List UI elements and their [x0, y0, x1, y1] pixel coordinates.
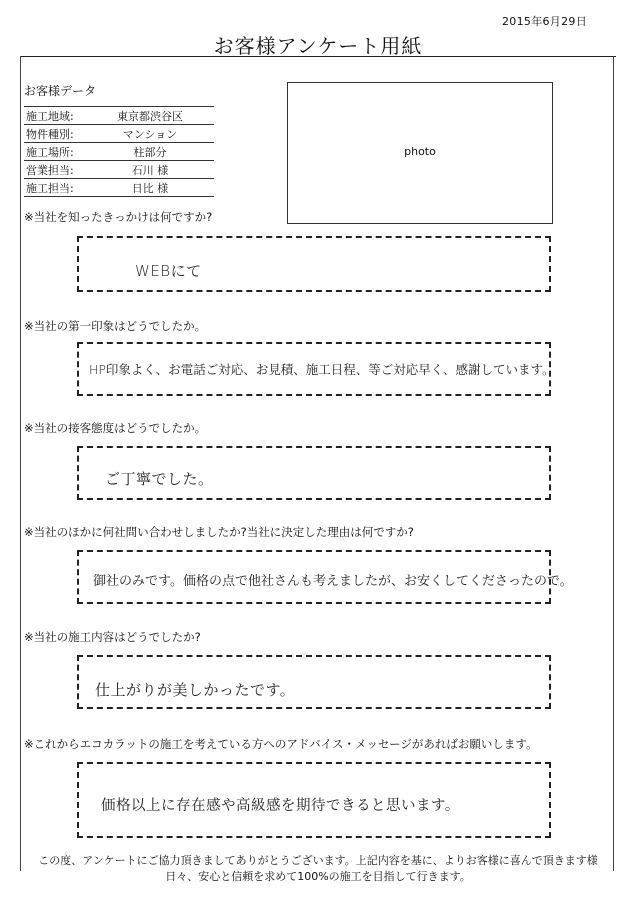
answer-box — [77, 446, 551, 500]
row-label: 施工地域: — [24, 107, 86, 125]
answer-box — [77, 550, 573, 604]
answer-text: 価格以上に存在感や高級感を期待できると思います。 — [101, 798, 460, 814]
row-value: マンション — [86, 125, 214, 143]
answer-box — [77, 655, 551, 709]
row-value: 東京都渋谷区 — [86, 107, 214, 125]
answer-text: ご丁寧でした。 — [105, 470, 214, 488]
row-label: 物件種別: — [24, 125, 86, 143]
answer-box — [77, 236, 551, 292]
customer-data-heading: お客様データ — [24, 84, 97, 98]
closing-note-line1: この度、アンケートにご協力頂きましてありがとうございます。上記内容を基に、よりお客様に喜んで頂きます様 — [38, 854, 598, 867]
answer-text: HP印象よく、お電話ご対応、お見積、施工日程、等ご対応早く、感謝しています。 — [89, 362, 555, 377]
row-label: 施工場所: — [24, 143, 86, 161]
answer-box — [77, 342, 555, 396]
question-text: ※当社の第一印象はどうでしたか。 — [24, 319, 207, 333]
page-title: お客様アンケート用紙 — [213, 34, 423, 58]
survey-date: 2015年6月29日 — [502, 15, 587, 28]
closing-note-line2: 日々、安心と信頼を求めて100%の施工を目指して行きます。 — [165, 870, 471, 883]
row-label: 営業担当: — [24, 161, 86, 179]
table-row — [24, 143, 214, 161]
table-row — [24, 179, 214, 197]
table-row — [24, 107, 214, 125]
photo-label: photo — [404, 145, 436, 158]
row-value: 石川 様 — [86, 161, 214, 179]
table-row — [24, 161, 214, 179]
row-value: 日比 様 — [86, 179, 214, 197]
question-text: ※当社を知ったきっかけは何ですか? — [24, 210, 213, 224]
photo-placeholder — [287, 82, 553, 224]
customer-data-table — [24, 106, 214, 197]
question-text: ※当社の施工内容はどうでしたか? — [24, 630, 201, 644]
question-text: ※これからエコカラットの施工を考えている方へのアドバイス・メッセージがあればお願いします。 — [24, 737, 538, 751]
answer-text: 御社のみです。価格の点で他社さんも考えましたが、お安くしてくださったので。 — [93, 574, 573, 589]
table-row — [24, 125, 214, 143]
answer-text: 仕上がりが美しかったです。 — [95, 681, 296, 699]
question-text: ※当社の接客態度はどうでしたか。 — [24, 421, 207, 435]
row-value: 柱部分 — [86, 143, 214, 161]
answer-box — [77, 762, 551, 838]
answer-text: WEBにて — [135, 262, 202, 280]
row-label: 施工担当: — [24, 179, 86, 197]
question-text: ※当社のほかに何社問い合わせしましたか?当社に決定した理由は何ですか? — [24, 525, 414, 539]
